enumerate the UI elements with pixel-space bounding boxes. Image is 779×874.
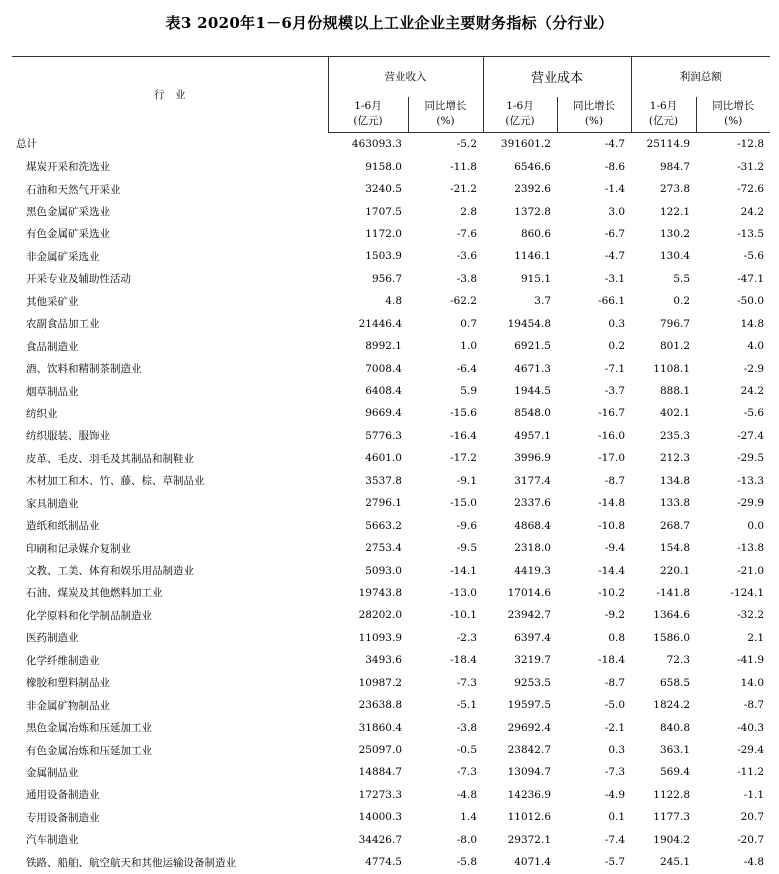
profit-value: 984.7 [659, 160, 691, 173]
cost-growth: -7.3 [604, 766, 626, 779]
revenue-growth: 5.9 [460, 385, 477, 398]
profit-growth: -41.9 [737, 654, 765, 667]
revenue-value: 8992.1 [365, 340, 402, 353]
industry-name: 文教、工美、体育和娱乐用品制造业 [26, 565, 194, 578]
profit-growth: -20.7 [737, 833, 765, 846]
cost-value: 3219.7 [514, 654, 551, 667]
profit-value: 1122.8 [653, 788, 691, 801]
cost-value: 2318.0 [514, 542, 551, 555]
revenue-value: 6408.4 [365, 385, 402, 398]
revenue-growth: -9.1 [456, 474, 477, 487]
revenue-growth: -2.3 [456, 631, 477, 644]
revenue-growth: -18.4 [450, 654, 477, 667]
profit-value: 25114.9 [646, 138, 691, 151]
revenue-value: 34426.7 [358, 833, 402, 846]
revenue-growth: -9.6 [456, 519, 477, 532]
profit-value: 796.7 [659, 317, 691, 330]
cost-value: 23942.7 [507, 609, 551, 622]
industry-name: 医药制造业 [26, 632, 79, 645]
profit-growth: -5.6 [743, 250, 765, 263]
revenue-header: 营业收入 [328, 57, 483, 97]
table-row [12, 829, 770, 851]
cost-value: 1944.5 [514, 385, 551, 398]
profit-value: 245.1 [659, 856, 691, 869]
profit-value: 1824.2 [653, 699, 691, 712]
revenue-growth: -5.2 [456, 138, 477, 151]
revenue-value: 3537.8 [365, 474, 402, 487]
revenue-growth: -7.3 [456, 766, 477, 779]
industry-name: 酒、饮料和精制茶制造业 [26, 363, 142, 376]
profit-growth: -27.4 [737, 429, 765, 442]
cost-growth: 3.0 [608, 205, 626, 218]
revenue-value: 19743.8 [358, 586, 402, 599]
profit-growth: -72.6 [737, 183, 765, 196]
profit-growth: -5.6 [743, 407, 765, 420]
profit-value: 1177.3 [653, 811, 691, 824]
revenue-period-header: 1-6月 (亿元) [328, 97, 408, 133]
profit-growth: -13.3 [737, 474, 765, 487]
revenue-growth: -0.5 [456, 744, 477, 757]
cost-value: 1146.1 [514, 250, 551, 263]
table-row [12, 425, 770, 447]
profit-growth: -32.2 [737, 609, 765, 622]
revenue-growth: -10.1 [450, 609, 477, 622]
industry-name: 化学原料和化学制品制造业 [26, 609, 152, 622]
cost-growth: 0.1 [608, 811, 626, 824]
revenue-growth: -5.8 [456, 856, 477, 869]
industry-name: 铁路、船舶、航空航天和其他运输设备制造业 [26, 856, 236, 869]
revenue-value: 14000.3 [358, 811, 402, 824]
cost-value: 3177.4 [514, 474, 551, 487]
revenue-value: 21446.4 [358, 317, 402, 330]
cost-value: 19454.8 [507, 317, 551, 330]
industry-name: 通用设备制造业 [26, 789, 100, 802]
revenue-value: 9158.0 [365, 160, 402, 173]
table-row [12, 672, 770, 694]
profit-value: 130.2 [659, 227, 691, 240]
industry-name: 纺织业 [26, 407, 58, 420]
revenue-growth: -6.4 [456, 362, 477, 375]
cost-growth: -2.1 [604, 721, 626, 734]
cost-value: 29692.4 [507, 721, 551, 734]
revenue-value: 7008.4 [365, 362, 402, 375]
cost-growth: -4.9 [604, 788, 626, 801]
profit-value: 0.2 [673, 295, 691, 308]
industry-name: 非金属矿采选业 [26, 250, 100, 263]
table-row [12, 514, 770, 536]
profit-value: 130.4 [659, 250, 691, 263]
profit-growth-header: 同比增长 (%) [696, 97, 770, 133]
cost-growth: -16.7 [598, 407, 626, 420]
industry-name: 食品制造业 [26, 340, 79, 353]
revenue-value: 4601.0 [365, 452, 402, 465]
industry-name: 有色金属冶炼和压延加工业 [26, 744, 152, 757]
cost-header: 营业成本 [483, 57, 631, 97]
cost-growth: -1.4 [604, 183, 626, 196]
table-title: 表3 2020年1－6月份规模以上工业企业主要财务指标（分行业） [165, 14, 614, 32]
profit-value: 402.1 [659, 407, 691, 420]
profit-growth: 14.8 [740, 317, 765, 330]
profit-value: 133.8 [659, 497, 691, 510]
cost-growth: -16.0 [598, 429, 626, 442]
industry-name: 化学纤维制造业 [26, 654, 100, 667]
industry-name: 其他采矿业 [26, 295, 79, 308]
revenue-growth-header: 同比增长 (%) [408, 97, 483, 133]
revenue-growth: -4.8 [456, 788, 477, 801]
revenue-growth: -8.0 [456, 833, 477, 846]
industry-name: 开采专业及辅助性活动 [26, 273, 131, 286]
cost-value: 4419.3 [514, 564, 551, 577]
table-row [12, 402, 770, 424]
table-row [12, 313, 770, 335]
cost-value: 6921.5 [514, 340, 551, 353]
cost-value: 29372.1 [507, 833, 551, 846]
profit-value: 569.4 [659, 766, 691, 779]
industry-name: 有色金属矿采选业 [26, 228, 110, 241]
cost-value: 3996.9 [514, 452, 551, 465]
revenue-value: 2796.1 [365, 497, 402, 510]
table-row [12, 604, 770, 626]
cost-value: 14236.9 [507, 788, 551, 801]
revenue-growth: -13.0 [450, 586, 477, 599]
profit-growth: -31.2 [737, 160, 765, 173]
profit-value: 1586.0 [653, 631, 691, 644]
table-row [12, 470, 770, 492]
revenue-growth: 1.0 [460, 340, 477, 353]
revenue-growth: -11.8 [450, 160, 477, 173]
table-row [12, 537, 770, 559]
revenue-value: 956.7 [371, 272, 402, 285]
revenue-growth: 2.8 [460, 205, 477, 218]
profit-value: 5.5 [673, 272, 691, 285]
cost-growth: -8.7 [604, 676, 626, 689]
profit-growth: -40.3 [737, 721, 765, 734]
profit-growth: -47.1 [737, 272, 765, 285]
cost-value: 6546.6 [514, 160, 551, 173]
revenue-growth: -15.0 [450, 497, 477, 510]
cost-value: 391601.2 [500, 138, 551, 151]
revenue-value: 5663.2 [365, 519, 402, 532]
profit-growth: -11.2 [737, 766, 765, 779]
table-row [12, 851, 770, 873]
industry-name: 家具制造业 [26, 497, 79, 510]
cost-value: 9253.5 [514, 676, 551, 689]
industry-name: 木材加工和木、竹、藤、棕、草制品业 [26, 475, 205, 488]
profit-growth: -2.9 [743, 362, 765, 375]
revenue-value: 31860.4 [358, 721, 402, 734]
cost-value: 3.7 [534, 295, 551, 308]
profit-growth: -21.0 [737, 564, 765, 577]
table-row [12, 559, 770, 581]
profit-value: 154.8 [659, 542, 691, 555]
cost-value: 8548.0 [514, 407, 551, 420]
cost-growth: -5.0 [604, 699, 626, 712]
cost-value: 2337.6 [514, 497, 551, 510]
profit-period-header: 1-6月 (亿元) [631, 97, 696, 133]
profit-value: 72.3 [666, 654, 691, 667]
profit-growth: -29.4 [737, 744, 765, 757]
profit-growth: -50.0 [737, 295, 765, 308]
table-row [12, 290, 770, 312]
profit-growth: -1.1 [743, 788, 765, 801]
cost-growth: -7.4 [604, 833, 626, 846]
industry-name: 专用设备制造业 [26, 811, 100, 824]
cost-growth: -8.6 [604, 160, 626, 173]
revenue-value: 23638.8 [358, 699, 402, 712]
industry-name: 非金属矿物制品业 [26, 699, 110, 712]
profit-value: 888.1 [659, 385, 691, 398]
revenue-value: 17273.3 [358, 788, 402, 801]
cost-value: 11012.6 [507, 811, 551, 824]
cost-growth: -9.4 [604, 542, 626, 555]
cost-growth: -10.8 [598, 519, 626, 532]
industry-name: 总计 [16, 138, 37, 151]
table-row [12, 223, 770, 245]
profit-header: 利润总额 [631, 57, 770, 97]
cost-value: 4868.4 [514, 519, 551, 532]
cost-value: 13094.7 [507, 766, 551, 779]
revenue-value: 5776.3 [365, 429, 402, 442]
industry-name: 橡胶和塑料制品业 [26, 677, 110, 690]
table-row [12, 447, 770, 469]
industry-name: 煤炭开采和洗选业 [26, 161, 110, 174]
table-row [12, 761, 770, 783]
table-row [12, 155, 770, 177]
cost-growth: -14.4 [598, 564, 626, 577]
table-row [12, 694, 770, 716]
revenue-growth: -15.6 [450, 407, 477, 420]
industry-name: 金属制品业 [26, 766, 79, 779]
revenue-value: 4774.5 [365, 856, 402, 869]
cost-period-header: 1-6月 (亿元) [483, 97, 557, 133]
industry-name: 石油、煤炭及其他燃料加工业 [26, 587, 163, 600]
table-row [12, 335, 770, 357]
cost-value: 915.1 [520, 272, 551, 285]
revenue-growth: -16.4 [450, 429, 477, 442]
table-row [12, 627, 770, 649]
profit-growth: 20.7 [740, 811, 765, 824]
revenue-value: 2753.4 [365, 542, 402, 555]
industry-name: 汽车制造业 [26, 834, 79, 847]
profit-growth: -8.7 [743, 699, 765, 712]
cost-value: 4671.3 [514, 362, 551, 375]
cost-growth: -3.1 [604, 272, 626, 285]
profit-growth: -12.8 [737, 138, 765, 151]
cost-value: 6397.4 [514, 631, 551, 644]
revenue-value: 28202.0 [358, 609, 402, 622]
table-row [12, 178, 770, 200]
industry-name: 纺织服装、服饰业 [26, 430, 110, 443]
revenue-growth: -17.2 [450, 452, 477, 465]
cost-growth: 0.2 [608, 340, 626, 353]
profit-value: 1904.2 [653, 833, 691, 846]
revenue-growth: -3.8 [456, 272, 477, 285]
profit-growth: 0.0 [747, 519, 765, 532]
cost-growth: -9.2 [604, 609, 626, 622]
table-row [12, 380, 770, 402]
profit-growth: 2.1 [747, 631, 765, 644]
profit-value: -141.8 [656, 586, 691, 599]
cost-value: 2392.6 [514, 183, 551, 196]
revenue-growth: 0.7 [460, 317, 477, 330]
revenue-value: 463093.3 [351, 138, 402, 151]
profit-growth: -29.5 [737, 452, 765, 465]
profit-value: 1364.6 [653, 609, 691, 622]
industry-name: 黑色金属冶炼和压延加工业 [26, 722, 152, 735]
revenue-growth: -14.1 [450, 564, 477, 577]
table-row [12, 582, 770, 604]
table-row [12, 200, 770, 222]
cost-value: 1372.8 [514, 205, 551, 218]
cost-growth: -4.7 [604, 250, 626, 263]
revenue-growth: -7.6 [456, 227, 477, 240]
cost-growth: -66.1 [598, 295, 626, 308]
revenue-value: 3493.6 [365, 654, 402, 667]
cost-growth: -18.4 [598, 654, 626, 667]
revenue-growth: -7.3 [456, 676, 477, 689]
revenue-growth: -9.5 [456, 542, 477, 555]
table-row [12, 245, 770, 267]
industry-name: 印刷和记录媒介复制业 [26, 542, 131, 555]
revenue-value: 25097.0 [358, 744, 402, 757]
cost-growth: -5.7 [604, 856, 626, 869]
cost-growth: -4.7 [604, 138, 626, 151]
cost-value: 860.6 [520, 227, 551, 240]
cost-growth: 0.8 [608, 631, 626, 644]
cost-growth: -7.1 [604, 362, 626, 375]
table-row [12, 268, 770, 290]
profit-value: 658.5 [659, 676, 691, 689]
revenue-value: 9669.4 [365, 407, 402, 420]
industry-name: 造纸和纸制品业 [26, 520, 100, 533]
profit-growth: 14.0 [740, 676, 765, 689]
revenue-value: 4.8 [385, 295, 402, 308]
cost-growth: -6.7 [604, 227, 626, 240]
industry-name: 黑色金属矿采选业 [26, 206, 110, 219]
total-row [12, 133, 770, 156]
revenue-value: 14884.7 [358, 766, 402, 779]
financial-indicators-table [12, 56, 770, 873]
revenue-value: 10987.2 [358, 676, 402, 689]
cost-growth: 0.3 [608, 317, 626, 330]
revenue-growth: -5.1 [456, 699, 477, 712]
table-row [12, 784, 770, 806]
cost-value: 4071.4 [514, 856, 551, 869]
industry-name: 皮革、毛皮、羽毛及其制品和制鞋业 [26, 452, 194, 465]
profit-value: 273.8 [659, 183, 691, 196]
profit-growth: 24.2 [740, 205, 765, 218]
revenue-value: 1172.0 [365, 227, 402, 240]
revenue-growth: -3.6 [456, 250, 477, 263]
table-row [12, 806, 770, 828]
table-row [12, 357, 770, 379]
profit-growth: 4.0 [747, 340, 765, 353]
cost-growth: -8.7 [604, 474, 626, 487]
revenue-value: 5093.0 [365, 564, 402, 577]
profit-value: 212.3 [659, 452, 691, 465]
table-row [12, 716, 770, 738]
revenue-growth: -62.2 [450, 295, 477, 308]
revenue-value: 3240.5 [365, 183, 402, 196]
profit-growth: 24.2 [740, 385, 765, 398]
profit-value: 801.2 [659, 340, 691, 353]
revenue-value: 11093.9 [358, 631, 402, 644]
cost-value: 23842.7 [507, 744, 551, 757]
profit-growth: -4.8 [743, 856, 765, 869]
profit-value: 840.8 [659, 721, 691, 734]
industry-name: 农副食品加工业 [26, 318, 100, 331]
profit-value: 1108.1 [653, 362, 691, 375]
revenue-growth: -3.8 [456, 721, 477, 734]
cost-value: 19597.5 [507, 699, 551, 712]
profit-value: 363.1 [659, 744, 691, 757]
profit-value: 235.3 [659, 429, 691, 442]
revenue-value: 1707.5 [365, 205, 402, 218]
profit-value: 220.1 [659, 564, 691, 577]
cost-growth: -3.7 [604, 385, 626, 398]
revenue-growth: -21.2 [450, 183, 477, 196]
profit-growth: -29.9 [737, 497, 765, 510]
revenue-value: 1503.9 [365, 250, 402, 263]
cost-value: 17014.6 [507, 586, 551, 599]
cost-growth: -10.2 [598, 586, 626, 599]
profit-value: 268.7 [659, 519, 691, 532]
industry-name: 石油和天然气开采业 [26, 183, 121, 196]
table-row [12, 739, 770, 761]
profit-value: 134.8 [659, 474, 691, 487]
table-row [12, 649, 770, 671]
profit-growth: -13.8 [737, 542, 765, 555]
cost-growth: -17.0 [598, 452, 626, 465]
cost-growth: 0.3 [608, 744, 626, 757]
industry-header: 行 业 [12, 57, 328, 133]
profit-growth: -124.1 [730, 586, 765, 599]
revenue-growth: 1.4 [460, 811, 477, 824]
profit-value: 122.1 [659, 205, 691, 218]
cost-value: 4957.1 [514, 429, 551, 442]
profit-growth: -13.5 [737, 227, 765, 240]
cost-growth-header: 同比增长 (%) [557, 97, 631, 133]
industry-name: 烟草制品业 [26, 385, 79, 398]
cost-growth: -14.8 [598, 497, 626, 510]
table-row [12, 492, 770, 514]
